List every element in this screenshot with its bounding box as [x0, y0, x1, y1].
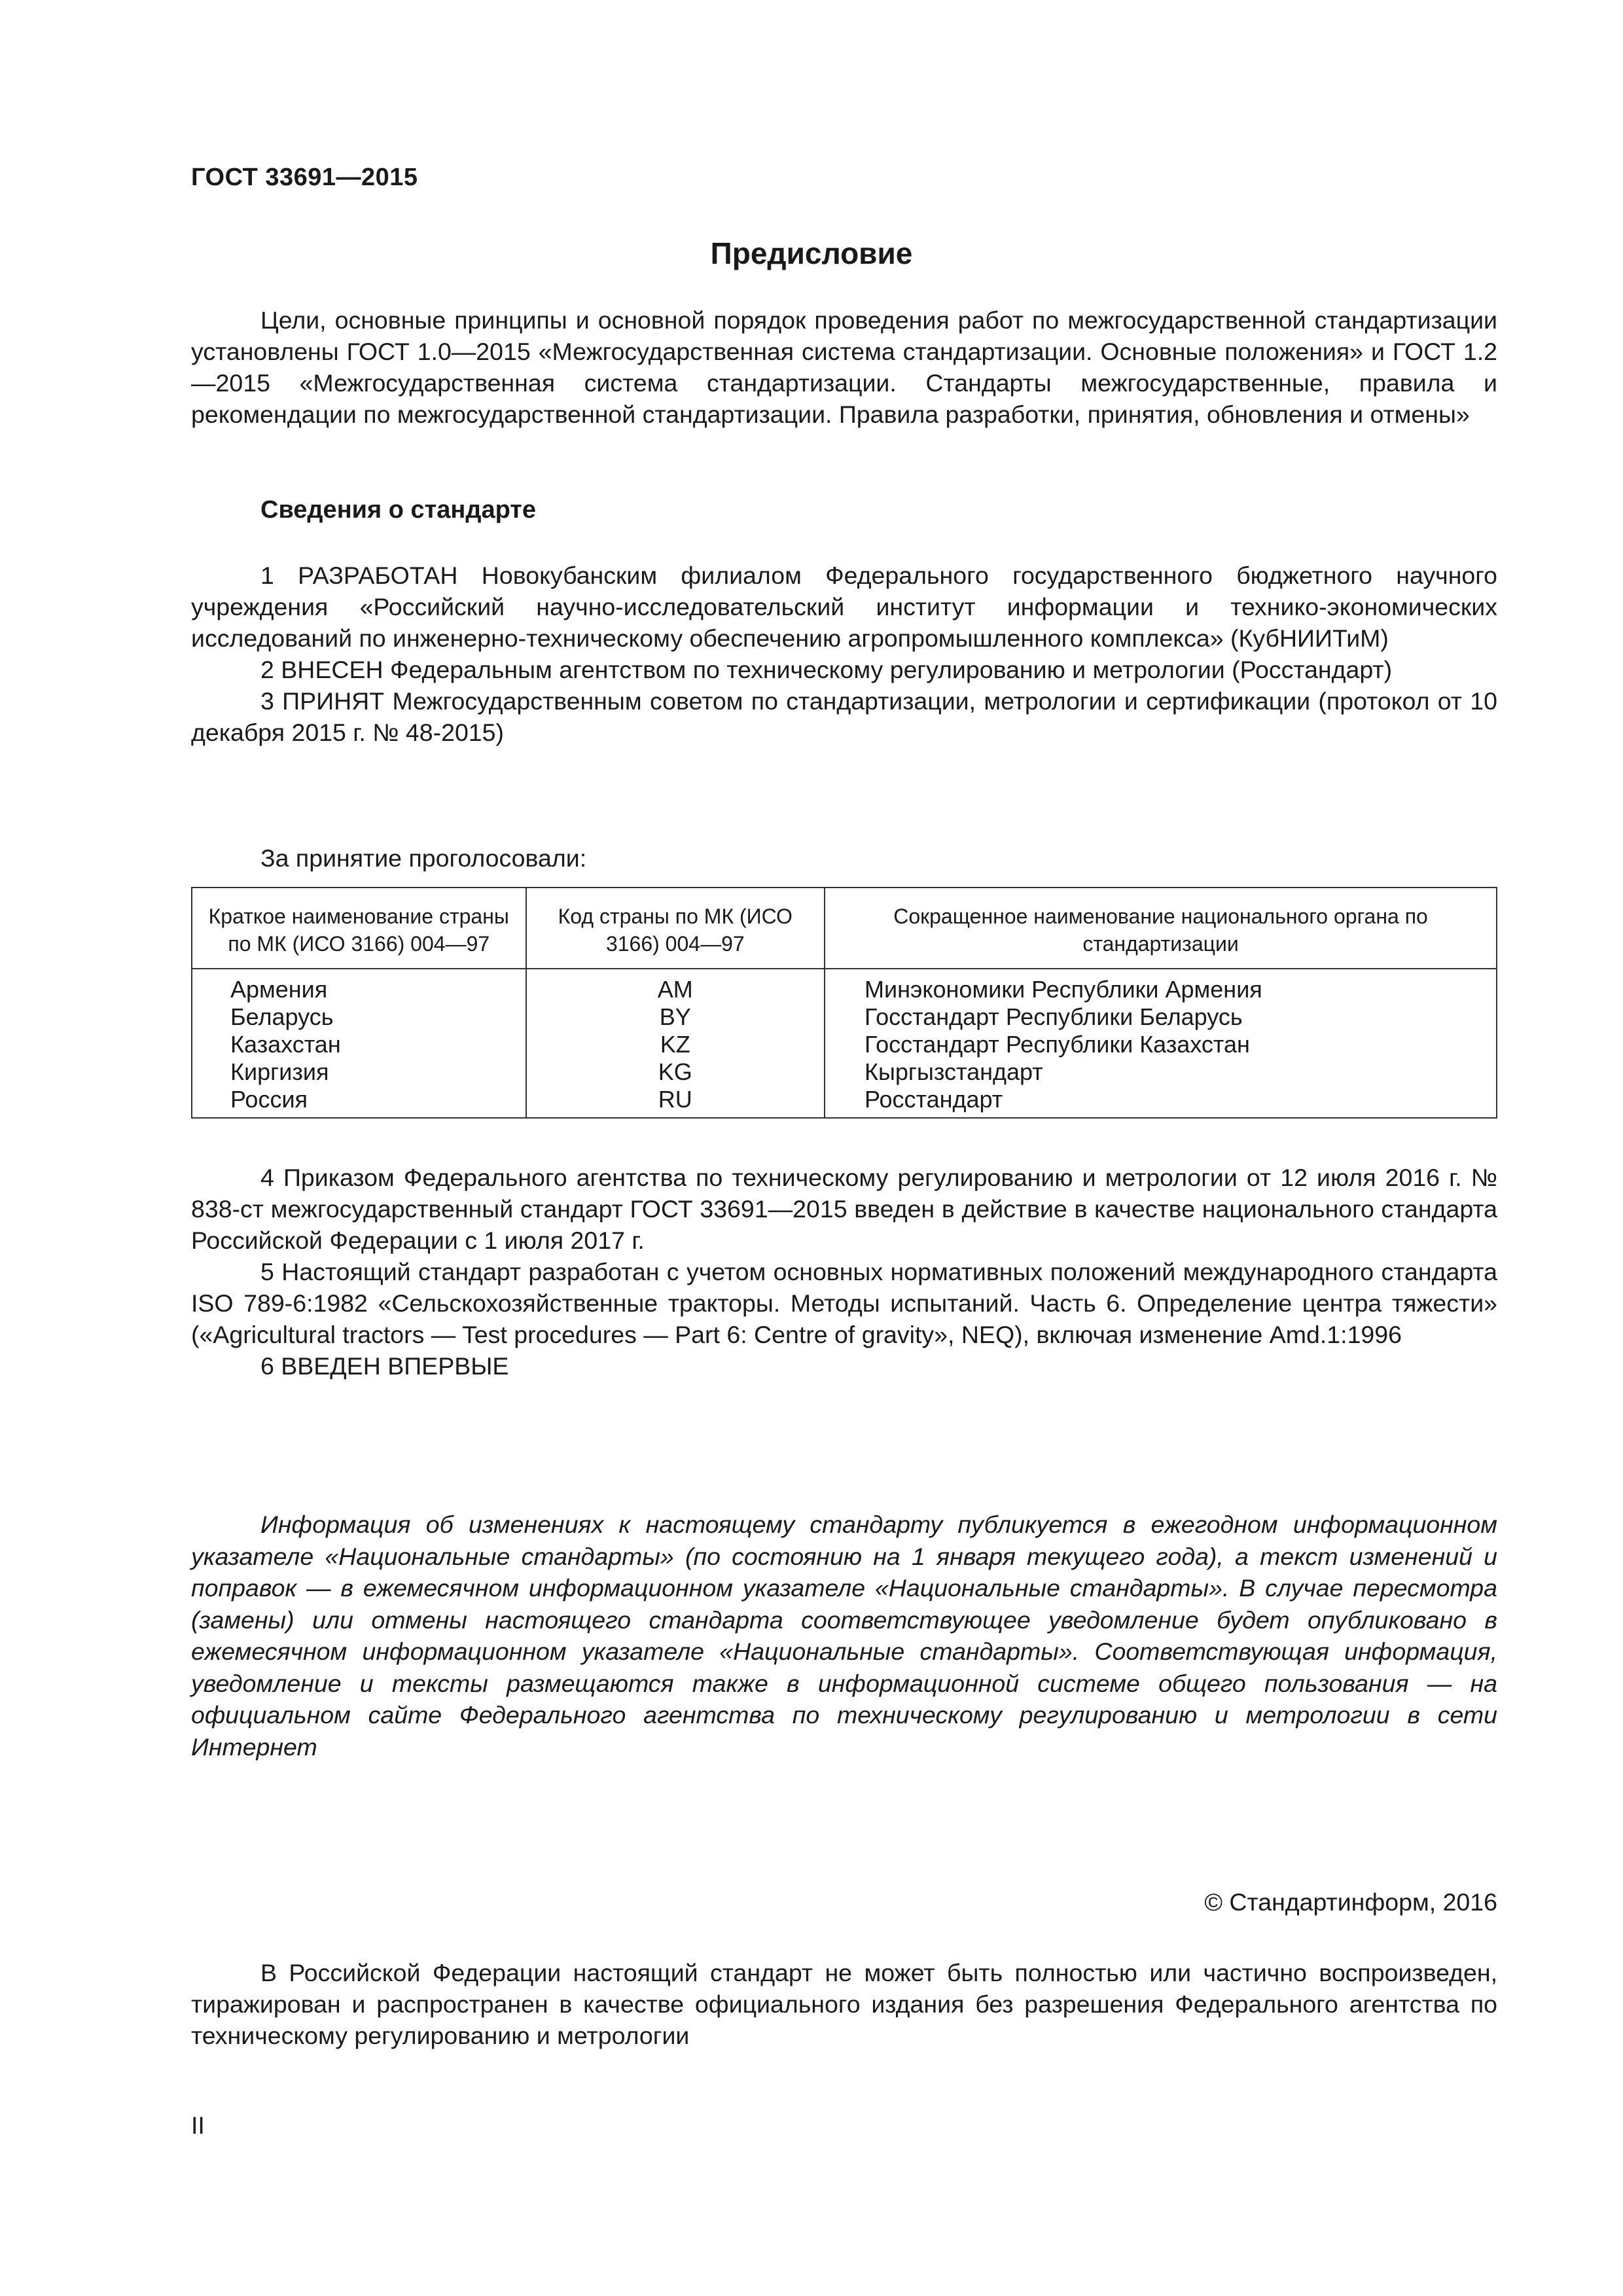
restriction-block [191, 1957, 1497, 2051]
national-body: Госстандарт Республики Беларусь [825, 1003, 1497, 1031]
table-row [192, 969, 1497, 1003]
header-country-name: Краткое наименование страны по МК (ИСО 3166) 004—97 [192, 888, 526, 969]
info-item-6: 6 ВВЕДЕН ВПЕРВЫЕ [260, 1352, 509, 1380]
country-code: RU [526, 1086, 825, 1118]
member-states-table [191, 887, 1497, 1119]
table-row [192, 1031, 1497, 1058]
page-number: II [191, 2111, 205, 2139]
table-row [192, 1003, 1497, 1031]
foreword-intro: Цели, основные принципы и основной порядок проведения работ по межгосударственной стандартизации установлены ГОСТ 1.0—2015 «Межгосударственная система стандартизации. Основные положения» и ГОСТ 1.2—2015 «Межгосударственная система стандартизации. Стандарты межгосударственные, правила и рекомендации по межгосударственной стандартизации. Правила разработки, принятия, обновления и отмены» [191, 306, 1497, 428]
country-code: KG [526, 1058, 825, 1086]
info-item-2: 2 ВНЕСЕН Федеральным агентством по техническому регулированию и метрологии (Росстандарт) [260, 656, 1393, 683]
national-body: Кыргызстандарт [825, 1058, 1497, 1086]
country-name: Россия [192, 1086, 526, 1118]
country-name: Казахстан [192, 1031, 526, 1058]
info-item-1: 1 РАЗРАБОТАН Новокубанским филиалом Федерального государственного бюджетного научного учреждения «Российский научно-исследовательский институт информации и технико-экономических исследований по инженерно-техническому обеспечению агропромышленного комплекса» (КубНИИТиМ) [191, 562, 1497, 652]
country-name: Киргизия [192, 1058, 526, 1086]
country-code: BY [526, 1003, 825, 1031]
foreword-intro-block [191, 304, 1497, 430]
standard-info-heading: Сведения о стандарте [260, 496, 537, 524]
country-code: AM [526, 969, 825, 1003]
changes-notice: Информация об изменениях к настоящему стандарту публикуется в ежегодном информационном указателе «Национальные стандарты» (по состоянию на 1 января текущего года), а текст изменений и поправок — в ежемесячном информационном указателе «Национальные стандарты». В случае пересмотра (замены) или отмены настоящего стандарта соответствующее уведомление будет опубликовано в ежемесячном информационном указателе «Национальные стандарты». Соответствующая информация, уведомление и тексты размещаются также в информационной системе общего пользования — на официальном сайте Федерального агентства по техническому регулированию и метрологии в сети Интернет [191, 1511, 1497, 1761]
info-item-3: 3 ПРИНЯТ Межгосударственным советом по стандартизации, метрологии и сертификации (протокол от 10 декабря 2015 г. № 48-2015) [191, 687, 1497, 746]
national-body: Росстандарт [825, 1086, 1497, 1118]
voted-label: За принятие проголосовали: [260, 844, 587, 872]
table-header-row [192, 888, 1497, 969]
document-code: ГОСТ 33691—2015 [191, 164, 418, 191]
info-item-4: 4 Приказом Федерального агентства по техническому регулированию и метрологии от 12 июля 2016 г. № 838-ст межгосударственный стандарт ГОСТ 33691—2015 введен в действие в качестве национального стандарта Российской Федерации с 1 июля 2017 г. [191, 1164, 1497, 1254]
foreword-title: Предисловие [710, 236, 913, 270]
header-national-body: Сокращенное наименование национального органа по стандартизации [825, 888, 1497, 969]
table-row [192, 1058, 1497, 1086]
changes-notice-block [191, 1509, 1497, 1763]
header-country-code: Код страны по МК (ИСО 3166) 004—97 [526, 888, 825, 969]
info-item-5: 5 Настоящий стандарт разработан с учетом основных нормативных положений международного стандарта ISO 789-6:1982 «Сельскохозяйственные тракторы. Методы испытаний. Часть 6. Определение центра тяжести» («Agricultural tractors — Test procedures — Part 6: Centre of gravity», NEQ), включая изменение Amd.1:1996 [191, 1258, 1497, 1348]
country-name: Армения [192, 969, 526, 1003]
standard-info-items-1-3 [191, 560, 1497, 748]
national-body: Минэкономики Республики Армения [825, 969, 1497, 1003]
copyright: © Стандартинформ, 2016 [1204, 1888, 1497, 1916]
national-body: Госстандарт Республики Казахстан [825, 1031, 1497, 1058]
restriction-notice: В Российской Федерации настоящий стандарт не может быть полностью или частично воспроизведен, тиражирован и распространен в качестве официального издания без разрешения Федерального агентства по техническому регулированию и метрологии [191, 1959, 1497, 2049]
standard-info-items-4-6 [191, 1162, 1497, 1382]
table-row [192, 1086, 1497, 1118]
country-name: Беларусь [192, 1003, 526, 1031]
country-code: KZ [526, 1031, 825, 1058]
